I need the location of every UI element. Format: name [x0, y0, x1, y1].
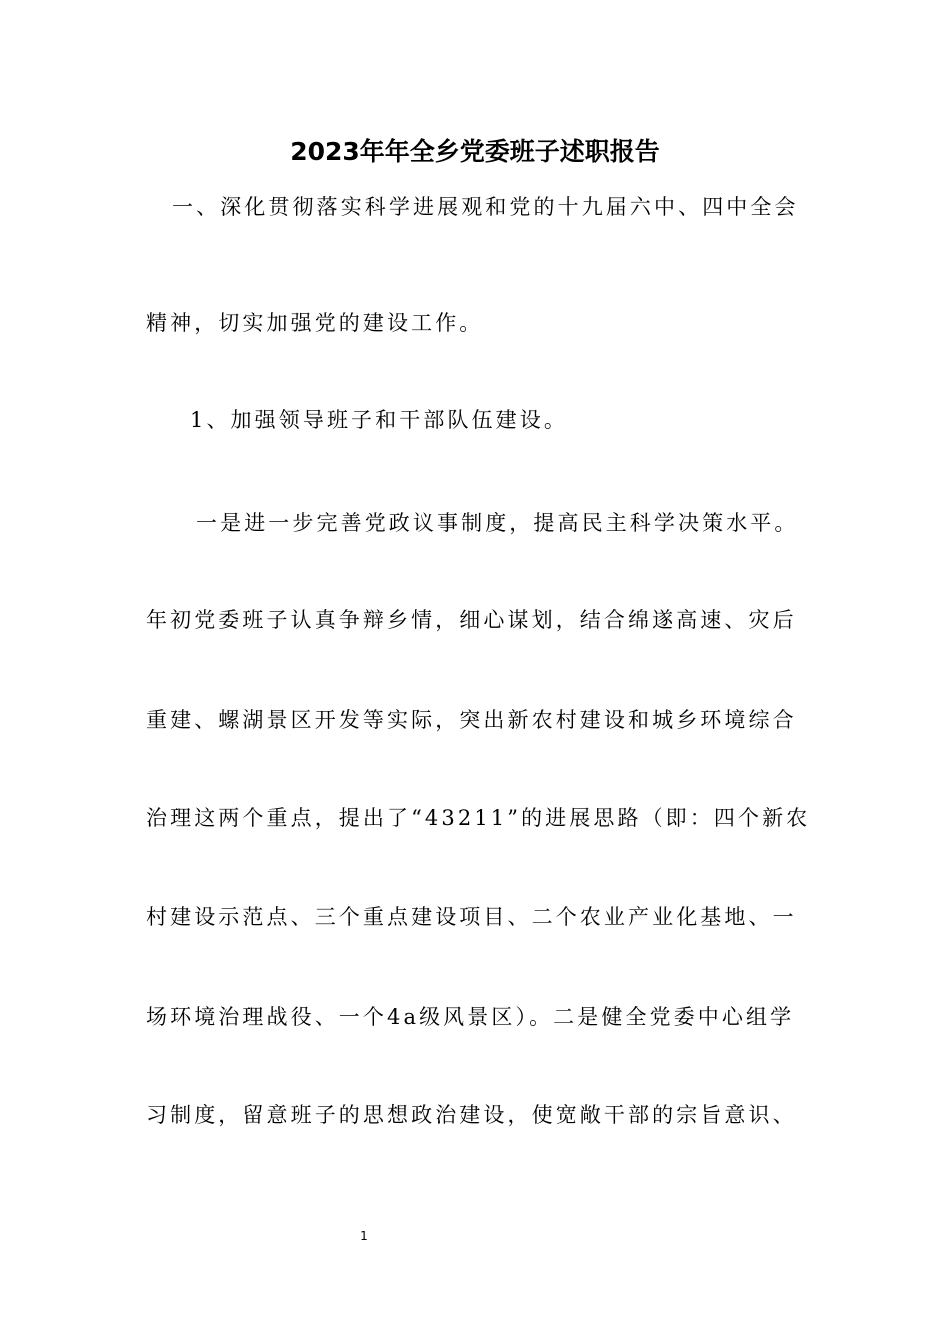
document-title: 2023年年全乡党委班子述职报告: [290, 137, 660, 166]
page-number: 1: [360, 1229, 368, 1243]
paragraph-line-5: 重建、螺湖景区开发等实际，突出新农村建设和城乡环境综合: [146, 708, 797, 732]
paragraph-line-7: 村建设示范点、三个重点建设项目、二个农业产业化基地、一: [146, 905, 797, 929]
paragraph-line-9: 习制度，留意班子的思想政治建设，使宽敞干部的宗旨意识、: [146, 1103, 797, 1127]
paragraph-line-2: 精神，切实加强党的建设工作。: [146, 311, 484, 335]
paragraph-line-3: 一是进一步完善党政议事制度，提高民主科学决策水平。: [196, 511, 799, 535]
section-heading-1: 1、加强领导班子和干部队伍建设。: [190, 408, 568, 432]
paragraph-line-6: 治理这两个重点，提出了“43211”的进展思路（即：四个新农: [146, 806, 811, 830]
paragraph-line-8: 场环境治理战役、一个4a级风景区）。二是健全党委中心组学: [146, 1005, 795, 1029]
paragraph-line-4: 年初党委班子认真争辩乡情，细心谋划，结合绵遂高速、灾后: [146, 608, 797, 632]
paragraph-line-1: 一、深化贯彻落实科学进展观和党的十九届六中、四中全会: [172, 195, 799, 219]
